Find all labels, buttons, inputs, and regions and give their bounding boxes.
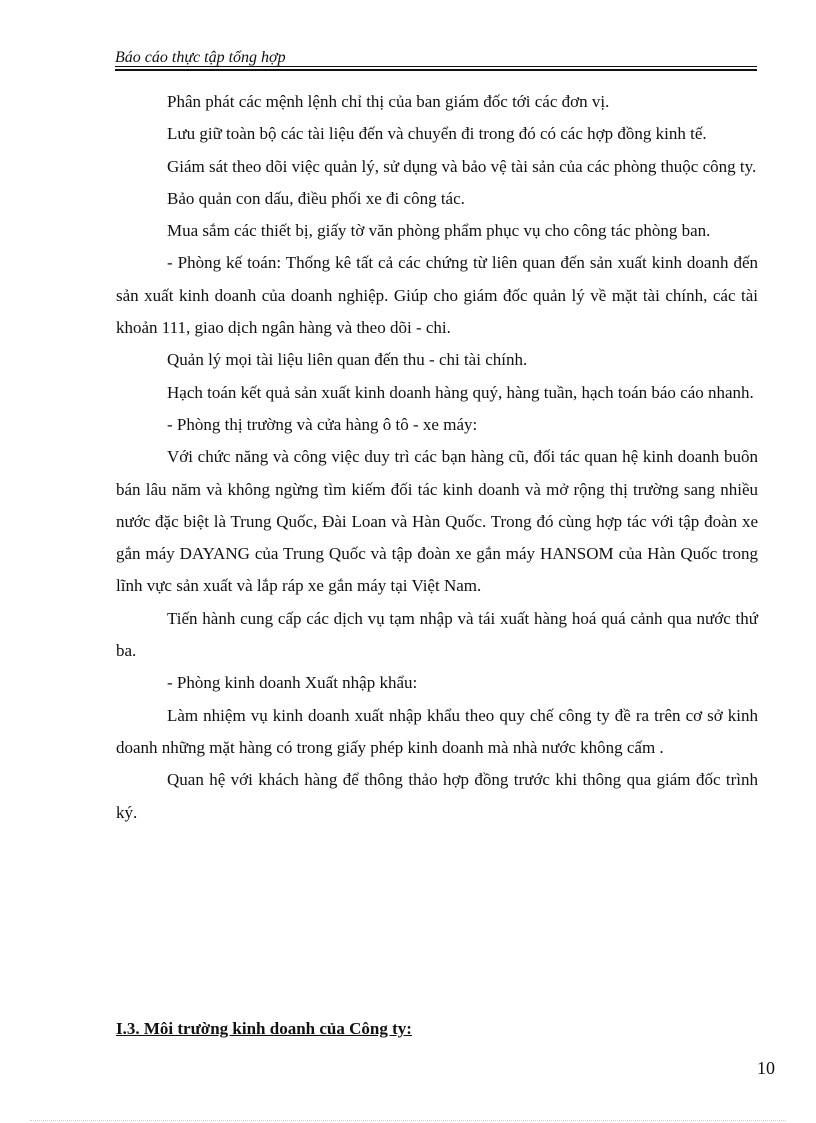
paragraph: - Phòng thị trường và cửa hàng ô tô - xe máy:	[167, 414, 478, 434]
paragraph: Mua sắm các thiết bị, giấy tờ văn phòng phẩm phục vụ cho công tác phòng ban.	[167, 221, 711, 241]
running-header	[115, 46, 757, 68]
paragraph: Hạch toán kết quả sản xuất kinh doanh hàng quý, hàng tuần, hạch toán báo cáo nhanh.	[167, 382, 754, 402]
header-title: Báo cáo thực tập tổng hợp	[115, 49, 286, 66]
paragraph: - Phòng kinh doanh Xuất nhập khẩu:	[167, 673, 418, 693]
section-heading: I.3. Môi trường kinh doanh của Công ty:	[116, 1019, 412, 1038]
footer-divider	[30, 1120, 786, 1121]
paragraph: Với chức năng và công việc duy trì các bạn hàng cũ, đối tác quan hệ kinh doanh buôn bán lâu năm và không ngừng tìm kiếm đối tác kinh doanh và mở rộng thị trường sang nhiều nước đặc biệt là Trung Quốc, Đài Loan và Hàn Quốc. Trong đó cùng hợp tác với tập đoàn xe gắn máy DAYANG của Trung Quốc và tập đoàn xe gắn máy HANSOM của Hàn Quốc trong lĩnh vực sản xuất và lắp ráp xe gắn máy tại Việt Nam.	[116, 447, 758, 596]
paragraph: Tiến hành cung cấp các dịch vụ tạm nhập và tái xuất hàng hoá quá cảnh qua nước thứ ba.	[116, 608, 758, 661]
body-text	[116, 86, 758, 829]
paragraph: Lưu giữ toàn bộ các tài liệu đến và chuyển đi trong đó có các hợp đồng kinh tế.	[167, 124, 707, 144]
header-rule-thin	[115, 66, 757, 67]
page-number: 10	[757, 1058, 775, 1078]
paragraph: Giám sát theo dõi việc quản lý, sử dụng và bảo vệ tài sản của các phòng thuộc công ty.	[167, 156, 757, 176]
header-rule-thick	[115, 69, 757, 71]
paragraph: Bảo quản con dấu, điều phối xe đi công tác.	[167, 188, 465, 208]
paragraph: Làm nhiệm vụ kinh doanh xuất nhập khẩu theo quy chế công ty đề ra trên cơ sở kinh doanh những mặt hàng có trong giấy phép kinh doanh mà nhà nước không cấm .	[116, 705, 758, 757]
paragraph: - Phòng kế toán: Thống kê tất cả các chứng từ liên quan đến sản xuất kinh doanh đến sản xuất kinh doanh của doanh nghiệp. Giúp cho giám đốc quản lý về mặt tài chính, các tài khoản 111, giao dịch ngân hàng và theo dõi - chi.	[116, 253, 758, 338]
paragraph: Quản lý mọi tài liệu liên quan đến thu - chi tài chính.	[167, 350, 528, 370]
paragraph: Phân phát các mệnh lệnh chỉ thị của ban giám đốc tới các đơn vị.	[167, 92, 610, 111]
paragraph: Quan hệ với khách hàng để thông thảo hợp đồng trước khi thông qua giám đốc trình ký.	[116, 770, 758, 822]
